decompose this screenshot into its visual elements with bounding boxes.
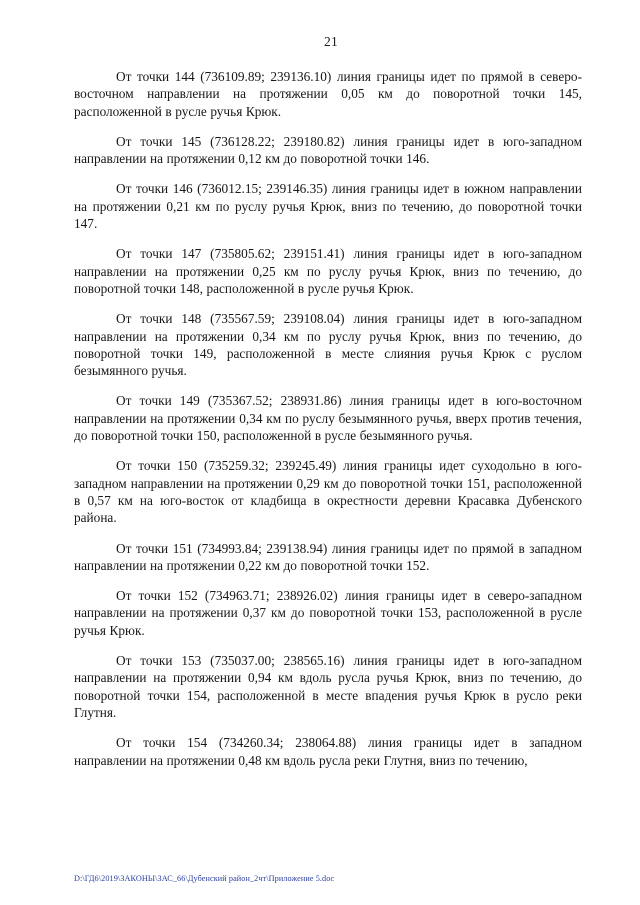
paragraph: От точки 151 (734993.84; 239138.94) линия границы идет по прямой в западном направлении на протяжении 0,22 км до поворотной точки 152.: [74, 540, 582, 573]
paragraph: От точки 146 (736012.15; 239146.35) линия границы идет в южном направлении на протяжении 0,21 км по руслу ручья Крюк, вниз по течению, до поворотной точки 147.: [74, 181, 582, 232]
page-number: 21: [324, 34, 338, 49]
paragraph: От точки 147 (735805.62; 239151.41) линия границы идет в юго-западном направлении на протяжении 0,25 км по руслу ручья Крюк, вниз по течению, до поворотной точки 148, расположенной в русле ручья Крюк.: [74, 246, 582, 296]
paragraph: От точки 148 (735567.59; 239108.04) линия границы идет в юго-западном направлении на протяжении 0,34 км по руслу ручья Крюк, вниз по течению, до поворотной точки 149, расположенной в месте слияния ручья Крюк с руслом безымянного ручья.: [74, 311, 582, 379]
paragraph: От точки 152 (734963.71; 238926.02) линия границы идет в северо-западном направлении на протяжении 0,37 км до поворотной точки 153, расположенной в русле ручья Крюк.: [74, 588, 582, 638]
paragraph: От точки 149 (735367.52; 238931.86) линия границы идет в юго-восточном направлении на протяжении 0,34 км по руслу безымянного ручья, вверх против течения, до поворотной точки 150, расположенной в русле безымянного ручья.: [74, 393, 582, 444]
paragraph: От точки 144 (736109.89; 239136.10) линия границы идет по прямой в северо-восточном направлении на протяжении 0,05 км до поворотной точки 145, расположенной в русле ручья Крюк.: [74, 69, 582, 119]
paragraph: От точки 154 (734260.34; 238064.88) линия границы идет в западном направлении на протяжении 0,48 км вдоль русла реки Глутня, вниз по течению,: [74, 735, 582, 768]
paragraph: От точки 145 (736128.22; 239180.82) линия границы идет в юго-западном направлении на протяжении 0,12 км до поворотной точки 146.: [74, 133, 582, 167]
paragraph: От точки 153 (735037.00; 238565.16) линия границы идет в юго-западном направлении на протяжении 0,94 км вдоль русла ручья Крюк, вниз по течению, до поворотной точки 154, расположенной в месте впадения ручья Крюк в русло реки Глутня.: [74, 653, 582, 720]
document-body: [74, 68, 582, 769]
footer-file-path: D:\ГД6\2019\ЗАКОНЫ\ЗАС_66\Дубенский район_2чт\Приложение 5.doc: [74, 874, 335, 883]
paragraph: От точки 150 (735259.32; 239245.49) линия границы идет суходольно в юго-западном направлении на протяжении 0,29 км до поворотной точки 151, расположенной в 0,57 км на юго-восток от кладбища в окрестности деревни Красавка Дубенского района.: [74, 458, 582, 526]
